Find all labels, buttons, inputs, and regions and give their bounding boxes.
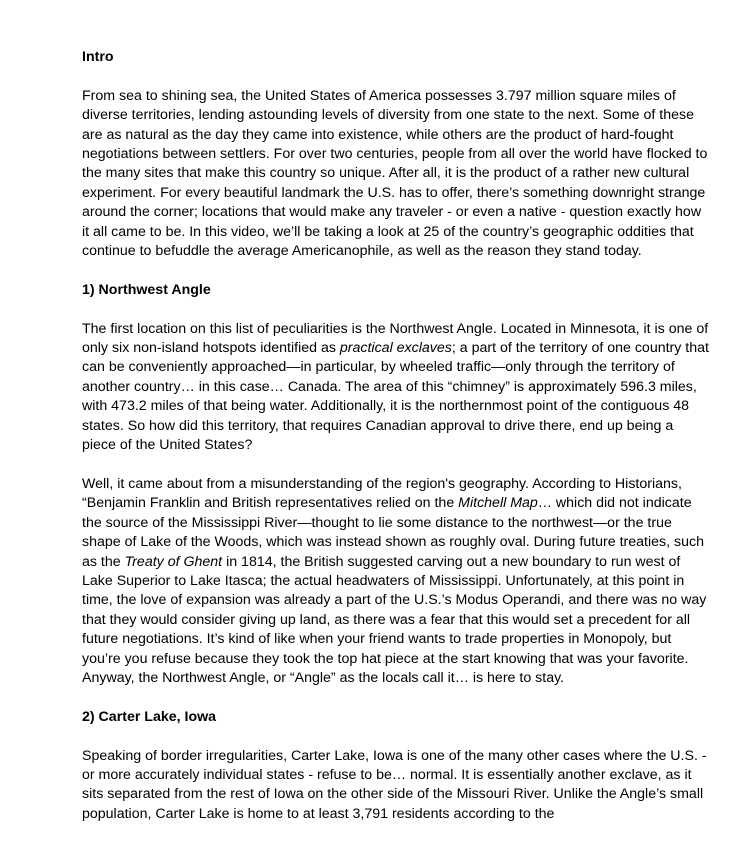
section-heading: Intro [82, 49, 114, 65]
text-run: in 1814, the British suggested carving out a new boundary to run west of Lake Superior to Lake Itasca; the actual headwaters of Mississippi. Unfortunately, at this point in time, the love of expansion was already a part of the U.S.’s Modus Operandi, and there was no way that they would consider giving up land, as there was a fear that this would set a precedent for all future negotiations. It’s kind of like when your friend wants to trade properties in Monopoly, but you’re you refuse because they took the top hat piece at the start knowing that was your favorite. Anyway, the Northwest Angle, or “Angle” as the locals call it… is here to stay. [82, 553, 707, 686]
italic-text-run: practical exclaves [339, 340, 452, 357]
italic-text-run: Mitchell Map [458, 495, 538, 512]
document-page [82, 48, 710, 844]
text-run: Well, it came about from a misunderstanding of the region's geography. According to Historians, “Benjamin Franklin and British representatives relied on the [82, 475, 682, 512]
section-heading: 1) Northwest Angle [82, 281, 211, 298]
text-run: … which did not indicate the source of the Mississippi River—thought to lie some distance to the northwest—or the true shape of Lake of the Woods, which was instead shown as roughly oval. During future treaties, such as the [82, 495, 704, 570]
section-heading: 2) Carter Lake, Iowa [82, 708, 217, 725]
body-paragraph [82, 475, 710, 688]
body-paragraph [82, 87, 710, 262]
text-run: From sea to shining sea, the United States of America possesses 3.797 million square miles of diverse territories, lending astounding levels of diversity from one state to the next. Some of these are as natural as the day they came into existence, while others are the product of hard-fought negotiations between settlers. For over two centuries, people from all over the world have flocked to the many sites that make this country so unique. After all, it is the product of a rather new cultural experiment. For every beautiful landmark the U.S. has to offer, there’s something downright strange around the corner; locations that would make any traveler - or even a native - question exactly how it all came to be. In this video, we’ll be taking a look at 25 of the country’s geographic oddities that continue to befuddle the average Americanophile, as well as the reason they stand today. [82, 87, 708, 260]
body-paragraph [82, 747, 710, 825]
text-run: Speaking of border irregularities, Carter Lake, Iowa is one of the many other cases where the U.S. - or more accurately individual states - refuse to be… normal. It is essentially another exclave, as it sits separated from the rest of Iowa on the other side of the Missouri River. Unlike the Angle’s small population, Carter Lake is home to at least 3,791 residents according to the [82, 747, 707, 822]
text-run: ; a part of the territory of one country that can be conveniently approached—in particular, by wheeled traffic—only through the territory of another country… in this case… Canada. The area of this “chimney” is approximately 596.3 miles, with 473.2 miles of that being water. Additionally, it is the northernmost point of the contiguous 48 states. So how did this territory, that requires Canadian approval to drive there, end up being a piece of the United States? [82, 340, 709, 454]
text-run: The first location on this list of peculiarities is the Northwest Angle. Located in Minnesota, it is one of only six non-island hotspots identified as [82, 320, 709, 357]
italic-text-run: Treaty of Ghent [124, 553, 223, 570]
body-paragraph [82, 320, 710, 456]
